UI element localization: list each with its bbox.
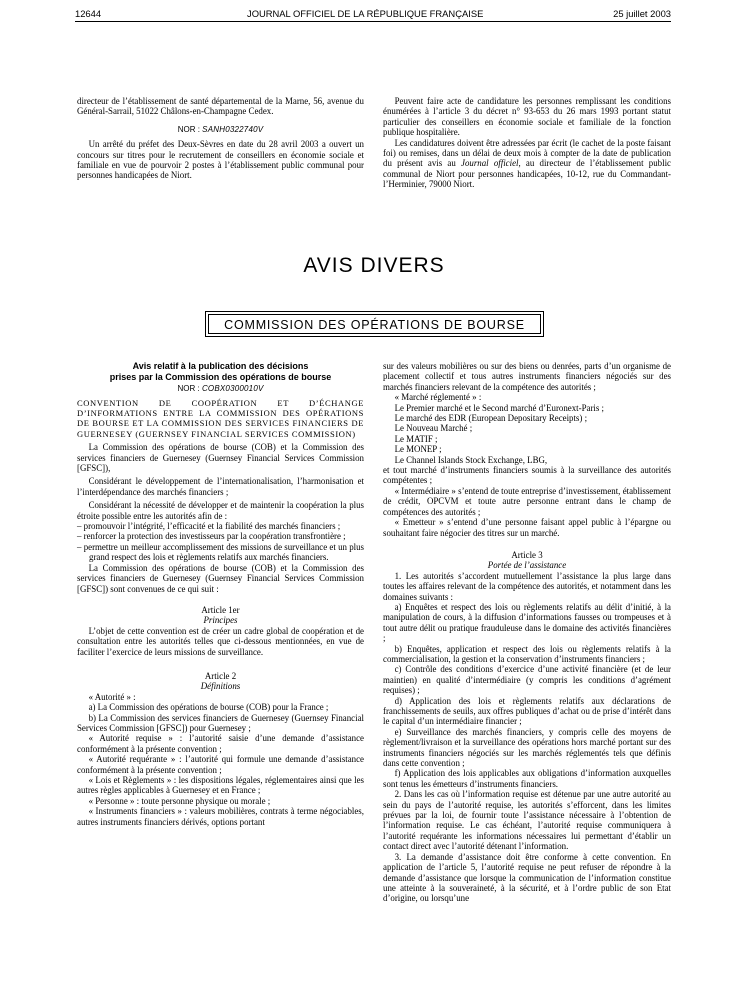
article-subtitle: Portée de l’assistance [487,560,567,571]
header-rule [75,21,671,22]
paragraph: a) Enquêtes et respect des lois ou règlements relatifs au délit d’initié, à la manipulation de cours, à la diffusion d’informations fausses ou trompeuses et à tout autre délit ou pratique frauduleuse dans le domaine des activités financières ; [383,601,671,644]
notice-title-line: Avis relatif à la publication des décisions [132,361,309,371]
top-right-column [383,96,671,190]
main-left-column [77,361,364,827]
paragraph: et tout marché d’instruments financiers soumis à la surveillance des autorités compétentes ; [383,465,671,486]
paragraph: sur des valeurs mobilières ou sur des biens ou denrées, parts d’un organisme de placement collectif et tous autres instruments financiers négociés sur des marchés financiers relevant de la compétence des autorités ; [383,361,671,392]
paragraph: « Intermédiaire » s’entend de toute entreprise d’investissement, établissement de crédit, OPCVM et toute autre personne entrant dans le champ de compétences des autorités ; [383,485,671,517]
paragraph: « Emetteur » s’entend d’une personne faisant appel public à l’épargne ou souhaitant faire négocier des titres sur un marché. [383,517,671,538]
paragraph: f) Application des lois applicables aux obligations d’information auxquelles sont tenus les émetteurs d’instruments financiers. [383,768,671,789]
paragraph: Peuvent faire acte de candidature les personnes remplissant les conditions énumérées à l’article 3 du décret n° 93-653 du 26 mars 1993 portant statut particulier des conseillers en économie sociale et familiale de la fonction publique hospitalière. [383,96,671,138]
paragraph: c) Contrôle des conditions d’exercice d’une activité financière (et de leur maintien) en qualité d’intermédiaire (y compris les conditions d’agrément requises) ; [383,664,671,696]
paragraph: Considérant la nécessité de développer et de maintenir la coopération la plus étroite possible entre les autorités afin de : [77,500,364,521]
section-title: AVIS DIVERS [303,254,445,277]
notice-title [77,361,364,382]
nor-label: NOR : [177,384,200,394]
box-title: COMMISSION DES OPÉRATIONS DE BOURSE [208,314,541,334]
paragraph: Un arrêté du préfet des Deux-Sèvres en date du 28 avril 2003 a ouvert un concours sur titres pour le recrutement de conseillers en économie sociale et familiale en vue de pourvoir 2 postes à l’établissement public communal pour personnes handicapées de Niort. [77,139,364,181]
paragraph: directeur de l’établissement de santé départemental de la Marne, 56, avenue du Général-Sarrail, 51022 Châlons-en-Champagne Cedex. [77,96,364,117]
definition: a) La Commission des opérations de bourse (COB) pour la France ; [88,702,329,713]
main-right-column [383,361,671,904]
journal-title: JOURNAL OFFICIEL DE LA RÉPUBLIQUE FRANÇAISE [247,8,484,19]
page-number: 12644 [75,8,102,19]
paragraph: Considérant le développement de l’internationalisation, l’harmonisation et l’interdépendance des marchés financiers ; [77,476,364,497]
market-item: Le Channel Islands Stock Exchange, LBG, [394,454,548,465]
nor-label: NOR : [177,124,200,134]
definition: « Instruments financiers » : valeurs mobilières, contrats à terme négociables, autres instruments financiers dérivés, options portant [77,806,364,827]
article-heading: Article 3 [511,549,543,560]
nor-reference [77,125,364,135]
paragraph: L’objet de cette convention est de créer un cadre global de coopération et de consultation entre les autorités telles que ci-dessous mentionnées, en vue de faciliter l’exercice de leurs missions de surveillance. [77,625,364,657]
paragraph: La Commission des opérations de bourse (COB) et la Commission des services financiers de Guernesey (Guernsey Financial Services Commission [GFSC]), [77,442,364,474]
text-run: Les candidatures doivent être adressées par écrit (le cachet de la poste faisant foi) ou remises, dans un délai de deux mois à compter de la date de publication du présent avis au [383,137,671,169]
journal-reference: Journal officiel, [461,158,521,169]
paragraph: 1. Les autorités s’accordent mutuellement l’assistance la plus large dans toutes les affaires relevant de la compétence des autorités, et notamment dans les domaines suivants : [383,570,671,602]
paragraph: « Marché réglementé » : [394,392,482,403]
paragraph: d) Application des lois et règlements relatifs aux déclarations de franchissements de seuils, aux offres publiques d’achat ou de prise d’intérêt dans le capital d’un intermédiaire financier ; [383,695,671,727]
nor-code: COBX0300010V [201,384,264,394]
definition: « Autorité requérante » : l’autorité qui formule une demande d’assistance conformément à la présente convention ; [77,754,364,775]
definition: « Lois et Règlements » : les dispositions légales, réglementaires ainsi que les autres règles applicables à Guernesey et en France ; [77,775,364,796]
paragraph [383,138,671,190]
definition: b) La Commission des services financiers de Guernesey (Guernsey Financial Services Commission [GFSC]) pour Guernesey ; [77,712,364,733]
issue-date: 25 juillet 2003 [613,8,671,19]
list-item: – promouvoir l’intégrité, l’efficacité et la fiabilité des marchés financiers ; [77,521,341,532]
definition: « Personne » : toute personne physique ou morale ; [88,795,271,806]
definition: « Autorité requise » : l’autorité saisie d’une demande d’assistance conformément à la présente convention ; [77,733,364,754]
nor-reference [77,384,364,394]
paragraph: e) Surveillance des marchés financiers, y compris celle des moyens de règlement/livraison et la surveillance des opérations hors marché portant sur des instruments financiers négociés sur les marchés réglementés tels que définis dans cette convention ; [383,726,671,769]
market-item: Le Premier marché et le Second marché d’Euronext-Paris ; [394,402,605,413]
list-item: – renforcer la protection des investisseurs par la coopération transfrontière ; [77,531,346,542]
market-item: Le marché des EDR (European Depositary Receipts) ; [394,413,588,424]
list-item: – permettre un meilleur accomplissement des missions de surveillance et un plus grand respect des lois et règlements relatifs aux marchés financiers. [77,541,364,563]
nor-code: SANH0322740V [202,124,264,134]
definition: « Autorité » : [88,691,136,702]
paragraph: b) Enquêtes, application et respect des lois ou règlements relatifs à la commercialisation, la gestion et la conservation d’instruments financiers ; [383,643,671,664]
top-left-column [77,96,364,181]
article-heading: Article 1er [201,604,240,615]
article-subtitle: Principes [203,615,238,626]
market-item: Le MATIF ; [394,433,438,444]
convention-title: CONVENTION DE COOPÉRATION ET D’ÉCHANGE D’INFORMATIONS ENTRE LA COMMISSION DES OPÉRATIONS DE BOURSE ET LA COMMISSION DES SERVICES FINANCIERS DE GUERNESEY (GUERNSEY FINANCIAL SERVICES COMMISSION) [77,397,364,439]
notice-title-line: prises par la Commission des opérations de bourse [109,371,332,382]
text-run: au directeur de l’établissement public communal de Niort pour personnes handicapées, 10-12, rue du Commandant-l’Herminier, 79000 Niort. [383,158,671,190]
paragraph: La Commission des opérations de bourse (COB) et la Commission des services financiers de Guernesey (Guernsey Financial Services Commission [GFSC]) sont convenues de ce qui suit : [77,562,364,594]
market-item: Le MONEP ; [394,444,442,455]
article-subtitle: Définitions [200,681,241,692]
paragraph: 2. Dans les cas où l’information requise est détenue par une autre autorité au sein du pays de l’autorité requise, les autorités s’efforcent, dans les limites prévues par la loi, de fournir toute l’assistance nécessaire à l’obtention de l’information requise. Le cas échéant, l’autorité requise communiquera à l’autorité requérante les informations nécessaires lui permettant d’établir un contact direct avec l’autorité détenant l’information. [383,789,671,852]
article-heading: Article 2 [204,670,237,681]
market-item: Le Nouveau Marché ; [394,423,473,434]
section-box [205,311,544,337]
paragraph: 3. La demande d’assistance doit être conforme à cette convention. En application de l’article 5, l’autorité requise ne peut refuser de répondre à la demande d’assistance que lorsque la communication de l’information constitue une atteinte à la souveraineté, à la sécurité, et à l’ordre public de son Etat d’origine, ou lorsqu’une [383,851,671,904]
